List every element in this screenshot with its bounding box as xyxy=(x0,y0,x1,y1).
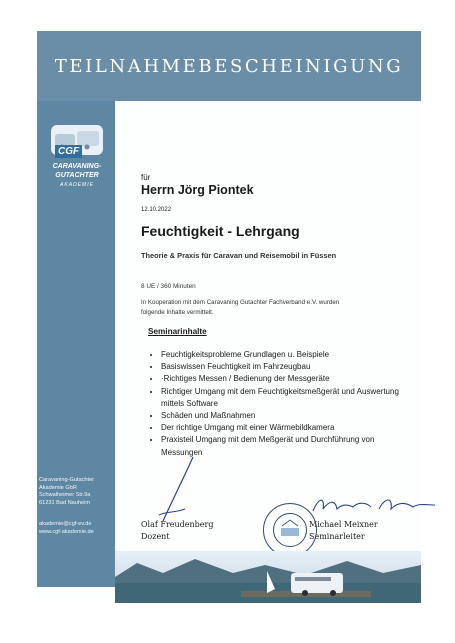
logo-cgf: CGF xyxy=(55,145,82,158)
address-line: Caravaning-Gutachter xyxy=(39,477,95,483)
association-stamp xyxy=(263,503,317,557)
for-label: für xyxy=(141,173,151,182)
list-item: • Praxisteil Umgang mit dem Meßgerät und Durchführung von Messungen xyxy=(161,434,401,458)
cooperation-text: folgende Inhalte vermittelt. xyxy=(141,309,214,316)
logo-line3: AKADEMIE xyxy=(60,182,94,188)
course-subtitle: Theorie & Praxis für Caravan und Reisemobil in Füssen xyxy=(141,251,337,260)
recipient-name: Herrn Jörg Piontek xyxy=(141,183,254,197)
seminar-leader-name: Michael Meixner xyxy=(309,520,378,529)
sidebar xyxy=(37,101,115,587)
contact-info xyxy=(39,521,115,536)
contents-heading: Seminarinhalte xyxy=(148,327,207,336)
course-duration: 8 UE / 360 Minuten xyxy=(141,283,196,290)
cgf-logo xyxy=(47,125,105,197)
list-item: • Feuchtigkeitsprobleme Grundlagen u. Beispiele xyxy=(161,349,401,361)
issue-date: 12.10.2022 xyxy=(141,207,172,213)
cooperation-text: In Kooperation mit dem Caravaning Gutachter Fachverband e.V. wurden xyxy=(141,299,340,306)
topic-list xyxy=(151,349,401,459)
course-title: Feuchtigkeit - Lehrgang xyxy=(141,223,300,239)
certificate-title: TEILNAHMEBESCHEINIGUNG xyxy=(54,55,404,77)
lecturer-signature xyxy=(155,455,195,525)
title-banner xyxy=(37,31,421,101)
email-link[interactable]: akademie@cgf-ev.de xyxy=(39,521,92,527)
list-item: • Richtiger Umgang mit dem Feuchtigkeitsmeßgerät und Auswertung mittels Software xyxy=(161,386,401,410)
list-item: • ·Richtiges Messen / Bedienung der Messgeräte xyxy=(161,373,401,385)
address-line: Akademie GbR xyxy=(39,484,77,491)
list-item: • Basiswissen Feuchtigkeit im Fahrzeugbau xyxy=(161,361,401,373)
address-line: 61231 Bad Nauheim xyxy=(39,499,91,506)
certificate-sheet xyxy=(37,31,421,603)
seminar-leader-role: Seminarleiter xyxy=(309,532,365,541)
postal-address xyxy=(39,477,115,507)
website-link[interactable]: www.cgf-akademie.de xyxy=(39,528,94,535)
address-line: Schwalheimer Str.9a xyxy=(39,492,91,499)
stamp-logo xyxy=(273,513,307,547)
lecturer-role: Dozent xyxy=(141,532,170,541)
logo-line2: GUTACHTER xyxy=(55,172,99,179)
list-item: • Der richtige Umgang mit einer Wärmebildkamera xyxy=(161,422,401,434)
list-item: • Schäden und Maßnahmen xyxy=(161,410,401,422)
logo-line1: CARAVANING- xyxy=(52,163,102,170)
lecturer-name: Olaf Freudenberg xyxy=(141,520,214,529)
seminar-leader-signature xyxy=(309,493,439,519)
lake-caravan-photo xyxy=(115,551,421,603)
